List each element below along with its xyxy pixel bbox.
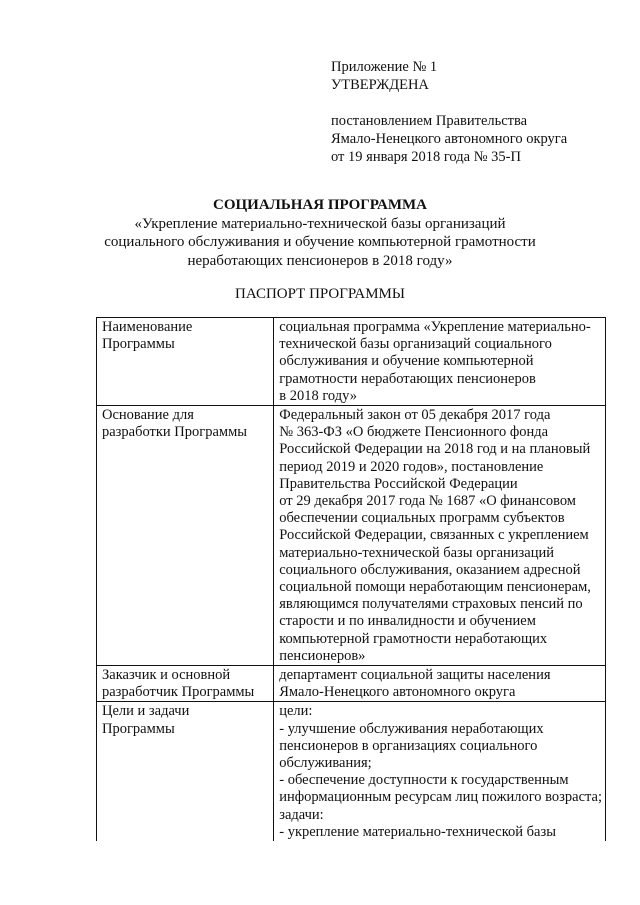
label-line: Наименование: [102, 319, 193, 335]
row-value-cell: [274, 666, 606, 702]
passport-title: ПАСПОРТ ПРОГРАММЫ: [235, 286, 405, 302]
value-line: Правительства Российской Федерации: [279, 475, 518, 492]
value-line: задачи:: [279, 806, 324, 823]
value-line: компьютерной грамотности неработающих: [279, 630, 548, 647]
document-title-block: [0, 196, 640, 270]
value-line: Российской Федерации, связанных с укреплением: [279, 527, 589, 544]
value-line: департамент социальной защиты населения: [279, 667, 551, 684]
row-value-cell: [274, 702, 606, 841]
value-line: обслуживания и обучение компьютерной: [279, 353, 534, 370]
approved-mark: УТВЕРЖДЕНА: [331, 77, 429, 93]
value-line: № 363-ФЗ «О бюджете Пенсионного фонда: [279, 424, 549, 441]
label-line: Программы: [102, 336, 175, 353]
value-line: - укрепление материально-технической базы: [279, 823, 556, 840]
approval-block: [331, 58, 567, 166]
passport-table: [96, 317, 606, 841]
value-line: от 29 декабря 2017 года № 1687 «О финансовом: [279, 493, 576, 510]
label-line: разработчик Программы: [102, 684, 255, 701]
row-label-cell: [97, 666, 274, 702]
program-subtitle-line: социального обслуживания и обучение компьютерной грамотности: [104, 234, 536, 250]
appendix-number: Приложение № 1: [331, 59, 438, 75]
value-line: пенсионеров»: [279, 647, 366, 664]
label-line: разработки Программы: [102, 424, 247, 441]
decree-line: постановлением Правительства: [331, 113, 528, 129]
table-row: [97, 318, 606, 406]
value-line: Российской Федерации на 2018 год и на плановый: [279, 441, 591, 458]
value-line: старости и по инвалидности и обучением: [279, 613, 536, 630]
label-line: Заказчик и основной: [102, 667, 231, 684]
row-label-cell: [97, 702, 274, 841]
program-heading: СОЦИАЛЬНАЯ ПРОГРАММА: [212, 197, 428, 213]
row-value-cell: [274, 318, 606, 406]
value-line: социального обслуживания, оказанием адресной: [279, 561, 581, 578]
decree-line: от 19 января 2018 года № 35-П: [331, 149, 521, 165]
value-line: - обеспечение доступности к государственным: [279, 772, 569, 789]
value-line: в 2018 году»: [279, 387, 357, 404]
label-line: Цели и задачи: [102, 703, 190, 720]
value-line: материально-технической базы организаций: [279, 544, 554, 561]
program-subtitle-line: неработающих пенсионеров в 2018 году»: [187, 252, 453, 269]
table-row: [97, 666, 606, 702]
table-row: [97, 702, 606, 841]
value-line: социальная программа «Укрепление материально-: [279, 319, 591, 335]
value-line: период 2019 и 2020 годов», постановление: [279, 458, 544, 475]
label-line: Программы: [102, 720, 175, 737]
value-line: социальной помощи неработающим пенсионерам,: [279, 579, 591, 596]
value-line: Ямало-Ненецкого автономного округа: [279, 684, 516, 701]
row-value-cell: [274, 406, 606, 666]
value-line: являющимся получателями страховых пенсий по: [279, 596, 583, 613]
value-line: цели:: [279, 703, 313, 720]
value-line: пенсионеров в организациях социального: [279, 737, 538, 754]
value-line: технической базы организаций социального: [279, 336, 552, 353]
value-line: Федеральный закон от 05 декабря 2017 года: [279, 407, 551, 424]
row-label-cell: [97, 318, 274, 406]
program-subtitle-line: «Укрепление материально-технической базы организаций: [134, 215, 506, 232]
label-line: Основание для: [102, 407, 194, 424]
value-line: информационным ресурсам лиц пожилого возраста;: [279, 789, 602, 806]
table-row: [97, 406, 606, 666]
value-line: грамотности неработающих пенсионеров: [279, 370, 536, 387]
row-label-cell: [97, 406, 274, 666]
decree-line: Ямало-Ненецкого автономного округа: [331, 131, 568, 147]
value-line: обслуживания;: [279, 755, 372, 772]
value-line: обеспечении социальных программ субъектов: [279, 510, 565, 527]
value-line: - улучшение обслуживания неработающих: [279, 720, 544, 737]
